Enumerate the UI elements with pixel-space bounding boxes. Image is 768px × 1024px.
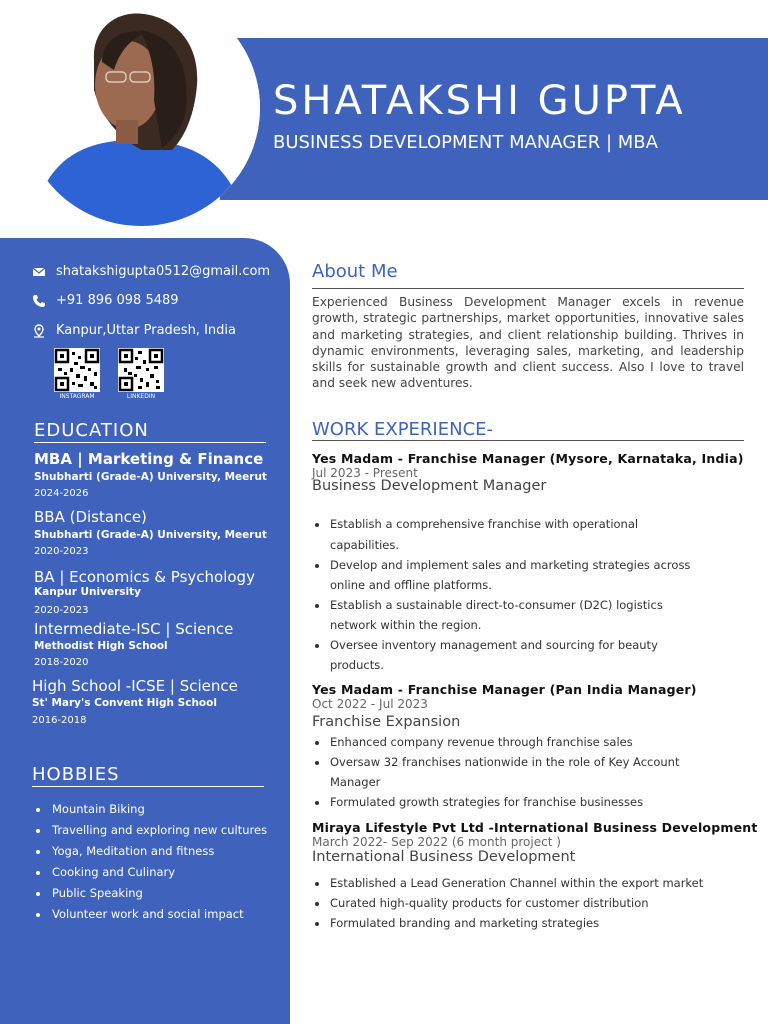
- edu-school: Kanpur University: [34, 586, 141, 598]
- edu-title: BBA (Distance): [34, 508, 147, 526]
- hobbies-heading: HOBBIES: [32, 764, 120, 785]
- edu-title: BA | Economics & Psychology: [34, 568, 255, 586]
- profile-photo: [22, 0, 260, 226]
- job-bullet-cont: capabilities.: [330, 538, 400, 552]
- edu-years: 2018-2020: [34, 657, 89, 668]
- job-bullet: Develop and implement sales and marketing strategies across: [330, 558, 691, 572]
- sidebar: [0, 238, 290, 1024]
- job-bullet-cont: online and offline platforms.: [330, 578, 492, 592]
- job-title: Miraya Lifestyle Pvt Ltd -International Business Development: [312, 820, 758, 835]
- edu-title: Intermediate-ISC | Science: [34, 620, 234, 638]
- person-name: SHATAKSHI GUPTA: [273, 78, 686, 124]
- hobby-item: Travelling and exploring new cultures: [52, 823, 268, 837]
- location-text: Kanpur,Uttar Pradesh, India: [56, 323, 236, 338]
- job-bullet: Oversee inventory management and sourcing for beauty: [330, 638, 658, 652]
- edu-title: MBA | Marketing & Finance: [34, 450, 264, 468]
- job-bullet: Established a Lead Generation Channel within the export market: [330, 876, 704, 890]
- education-divider: [34, 442, 266, 443]
- job-bullet-cont: products.: [330, 658, 384, 672]
- email-text: shatakshigupta0512@gmail.com: [56, 264, 271, 279]
- job-dates: Jul 2023 - Present: [312, 466, 418, 480]
- hobby-item: Yoga, Meditation and fitness: [52, 844, 215, 858]
- qr-code-instagram[interactable]: [54, 348, 100, 392]
- hobby-item: Public Speaking: [52, 886, 143, 900]
- job-bullet: Formulated branding and marketing strategies: [330, 916, 600, 930]
- job-role: Franchise Expansion: [312, 714, 461, 730]
- about-heading: About Me: [312, 261, 398, 282]
- contact-phone[interactable]: [32, 293, 179, 308]
- job-bullet-cont: network within the region.: [330, 618, 482, 632]
- edu-years: 2020-2023: [34, 546, 89, 557]
- qr-label-linkedin: LINKEDIN: [126, 393, 156, 400]
- edu-school: Shubharti (Grade-A) University, Meerut: [34, 529, 267, 541]
- hobbies-divider: [32, 786, 264, 787]
- job-bullet: Enhanced company revenue through franchise sales: [330, 735, 633, 749]
- edu-school: St' Mary's Convent High School: [32, 697, 217, 709]
- person-role: BUSINESS DEVELOPMENT MANAGER | MBA: [273, 132, 658, 153]
- work-heading: WORK EXPERIENCE-: [312, 419, 494, 440]
- job-bullet-cont: Manager: [330, 775, 381, 789]
- phone-icon: [32, 294, 46, 308]
- hobby-item: Mountain Biking: [52, 802, 145, 816]
- education-heading: EDUCATION: [34, 420, 149, 441]
- job-bullet: Formulated growth strategies for franchise businesses: [330, 795, 644, 809]
- job-role: Business Development Manager: [312, 478, 547, 494]
- edu-years: 2020-2023: [34, 605, 89, 616]
- edu-years: 2016-2018: [32, 715, 87, 726]
- qr-code-linkedin[interactable]: [118, 348, 164, 392]
- mail-icon: [32, 265, 46, 279]
- edu-school: Methodist High School: [34, 640, 168, 652]
- job-role: International Business Development: [312, 849, 576, 865]
- job-title: Yes Madam - Franchise Manager (Mysore, Karnataka, India): [312, 451, 744, 466]
- edu-years: 2024-2026: [34, 488, 89, 499]
- edu-school: Shubharti (Grade-A) University, Meerut: [34, 471, 267, 483]
- edu-title: High School -ICSE | Science: [32, 677, 238, 695]
- job-bullet: Establish a sustainable direct-to-consumer (D2C) logistics: [330, 598, 663, 612]
- hobby-item: Cooking and Culinary: [52, 865, 176, 879]
- job-bullet: Oversaw 32 franchises nationwide in the role of Key Account: [330, 755, 680, 769]
- job-dates: Oct 2022 - Jul 2023: [312, 697, 428, 711]
- work-divider: [312, 440, 744, 441]
- job-dates: March 2022- Sep 2022 (6 month project ): [312, 835, 561, 849]
- contact-email[interactable]: [32, 264, 270, 279]
- qr-label-instagram: INSTAGRAM: [59, 393, 95, 400]
- about-text: Experienced Business Development Manager excels in revenue growth, strategic partnerships, market opportunities, innovative sales and marketing strategies, and client relationship building. Thrives in dynamic environments, leveraging sales, marketing, and leadership skills for sustainable growth and client success. Also I love to travel and seek new adventures.: [312, 295, 744, 391]
- location-pin-icon: [32, 324, 46, 338]
- contact-location: [32, 323, 236, 338]
- job-bullet: Establish a comprehensive franchise with operational: [330, 517, 639, 531]
- job-bullet: Curated high-quality products for customer distribution: [330, 896, 649, 910]
- phone-text: +91 896 098 5489: [56, 293, 179, 308]
- about-divider: [312, 288, 744, 289]
- hobby-item: Volunteer work and social impact: [52, 907, 244, 921]
- job-title: Yes Madam - Franchise Manager (Pan India Manager): [312, 682, 697, 697]
